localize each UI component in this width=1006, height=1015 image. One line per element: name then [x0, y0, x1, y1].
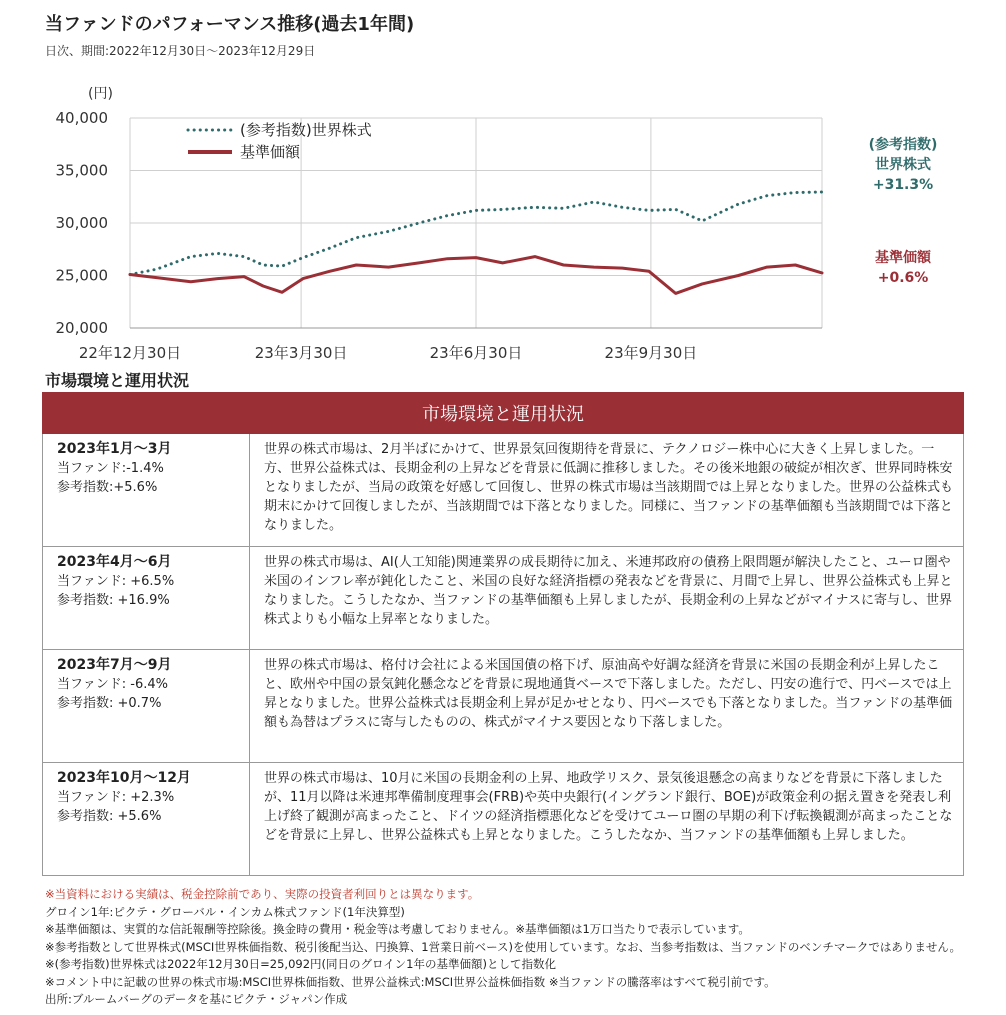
footnote-5: 出所:ブルームバーグのデータを基にピクテ・ジャパン作成	[45, 992, 348, 1006]
chart-axes	[56, 86, 823, 362]
legend-label-index: (参考指数)世界株式	[240, 121, 372, 139]
y-unit-label: (円)	[88, 86, 113, 102]
comment-cell: 世界の株式市場は、AI(人工知能)関連業界の成長期待に加え、米連邦政府の債務上限問題が解決したこと、ユーロ圏や米国のインフレ率が鈍化したこと、米国の良好な経済指標の発表などを背景に、月間で上昇し、世界公益株式も上昇となりました。こうしたなか、当ファンドの基準価額も上昇しましたが、長期金利の上昇などがマイナスに寄与し、世界株式よりも小幅な上昇率となりました。	[250, 547, 964, 650]
period-cell	[43, 763, 250, 876]
period-label: 2023年4月～6月	[57, 554, 172, 570]
period-cell	[43, 434, 250, 547]
nav-end-label-line1: 基準価額	[875, 250, 931, 266]
market-table-header: 市場環境と運用状況	[43, 393, 964, 434]
period-cell	[43, 650, 250, 763]
y-tick-label: 35,000	[55, 161, 108, 180]
chart-grid	[130, 118, 822, 328]
section-title: 市場環境と運用状況	[45, 371, 190, 390]
table-row	[43, 547, 964, 650]
fund-return: 当ファンド:-1.4%	[57, 461, 164, 476]
index-return: 参考指数: +16.9%	[57, 593, 170, 608]
comment-cell: 世界の株式市場は、10月に米国の長期金利の上昇、地政学リスク、景気後退懸念の高まりなどを背景に下落しましたが、11月以降は米連邦準備制度理事会(FRB)や英中央銀行(イングランド銀行、BOE)が政策金利の据え置きを発表し利上げ終了観測が高まったこと、ドイツの経済指標悪化などを受けてユーロ圏の早期の利下げ転換観測が高まったことなどを背景に上昇し、世界公益株式も上昇となりました。こうしたなか、当ファンドの基準価額も上昇しました。	[250, 763, 964, 876]
period-label: 2023年1月～3月	[57, 441, 172, 457]
index-end-label-line1: (参考指数)	[868, 137, 938, 153]
legend-label-nav: 基準価額	[240, 143, 301, 161]
x-tick-label: 23年9月30日	[604, 344, 698, 362]
chart-legend	[188, 121, 372, 161]
market-table	[42, 392, 964, 876]
y-tick-label: 20,000	[55, 319, 108, 337]
index-end-label-line2: 世界株式	[875, 157, 931, 173]
footnote-warning: ※当資料における実績は、税金控除前であり、実際の投資者利回りとは異なります。	[45, 887, 480, 901]
market-table-header-row	[43, 393, 964, 434]
y-tick-label: 40,000	[55, 109, 108, 127]
fund-return: 当ファンド: +2.3%	[57, 790, 175, 805]
footnote-4: ※コメント中に記載の世界の株式市場:MSCI世界株価指数、世界公益株式:MSCI世界公益株価指数 ※当ファンドの騰落率はすべて税引前です。	[45, 974, 776, 989]
y-tick-label: 30,000	[55, 214, 108, 232]
index-return: 参考指数: +0.7%	[57, 696, 162, 711]
fund-return: 当ファンド: -6.4%	[57, 677, 168, 692]
performance-chart	[0, 0, 1006, 370]
period-label: 2023年10月～12月	[57, 770, 191, 786]
x-tick-label: 23年6月30日	[429, 344, 523, 362]
index-return: 参考指数:+5.6%	[57, 480, 158, 495]
nav-end-label	[858, 248, 948, 288]
comment-cell: 世界の株式市場は、格付け会社による米国国債の格下げ、原油高や好調な経済を背景に米国の長期金利が上昇したこと、欧州や中国の景気鈍化懸念などを背景に現地通貨ベースで下落しました。ただし、円安の進行で、円ベースでは上昇となりました。世界公益株式は長期金利上昇が足かせとなり、円ベースでも下落となりました。当ファンドの基準価額も為替はプラスに寄与したものの、株式がマイナス要因となり下落しました。	[250, 650, 964, 763]
table-row	[43, 650, 964, 763]
table-row	[43, 434, 964, 547]
index-end-label	[858, 135, 948, 195]
x-tick-label: 23年3月30日	[254, 344, 348, 362]
fund-return: 当ファンド: +6.5%	[57, 574, 175, 589]
x-tick-label: 22年12月30日	[78, 344, 182, 362]
footnotes	[45, 886, 975, 1009]
nav-end-label-value: +0.6%	[877, 270, 929, 286]
y-tick-label: 25,000	[55, 266, 108, 285]
period-label: 2023年7月～9月	[57, 657, 172, 673]
footnote-2: ※基準価額は、実質的な信託報酬等控除後。換金時の費用・税金等は考慮しておりません。※基準価額は1万口当たりで表示しています。	[45, 922, 750, 936]
comment-cell: 世界の株式市場は、2月半ばにかけて、世界景気回復期待を背景に、テクノロジー株中心に大きく上昇しました。一方、世界公益株式は、長期金利の上昇などを背景に低調に推移しました。その後米地銀の破綻が相次ぎ、世界同時株安となりましたが、当局の政策を好感して回復し、世界の株式市場は当該期間では上昇となりました。世界の公益株式も期末にかけて回復しましたが、当該期間では下落となりました。同様に、当ファンドの基準価額も当該期間では下落となりました。	[250, 434, 964, 547]
chart-subtitle: 日次、期間:2022年12月30日～2023年12月29日	[45, 44, 316, 58]
period-cell	[43, 547, 250, 650]
table-row	[43, 763, 964, 876]
index-return: 参考指数: +5.6%	[57, 809, 162, 824]
footnote-3: ※参考指数として世界株式(MSCI世界株価指数、税引後配当込、円換算、1営業日前ベース)を使用しています。なお、当参考指数は、当ファンドのベンチマークではありません。※(参考指数)世界株式は2022年12月30日=25,092円(同日のグロイン1年の基準価額)として指数化	[45, 939, 962, 971]
footnote-1: グロイン1年:ピクテ・グローバル・インカム株式ファンド(1年決算型)	[45, 904, 405, 919]
index-end-label-value: +31.3%	[872, 177, 934, 193]
chart-title: 当ファンドのパフォーマンス推移(過去1年間)	[45, 14, 415, 35]
